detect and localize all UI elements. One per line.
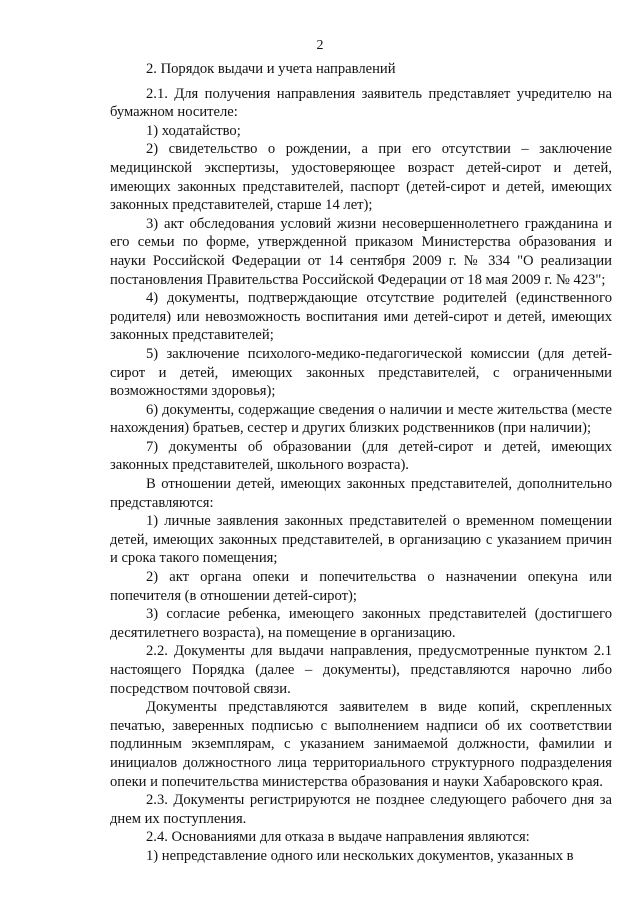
paragraph: 7) документы об образовании (для детей-сирот и детей, имеющих законных представителей, школьного возраста).	[110, 438, 612, 474]
paragraph: 3) согласие ребенка, имеющего законных представителей (достигшего десятилетнего возраста), на помещение в организацию.	[110, 606, 612, 641]
paragraph: 1) непредставление одного или нескольких документов, указанных в	[146, 847, 574, 864]
paragraph: 1) ходатайство;	[146, 122, 241, 139]
paragraph: В отношении детей, имеющих законных представителей, дополнительно представляются:	[110, 476, 612, 511]
paragraph: 3) акт обследования условий жизни несовершеннолетнего гражданина и его семьи по форме, утвержденной приказом Министерства образования и науки Российской Федерации от 14 сентября 2009 г. № 334 "О реализации постановления Правительства Российской Федерации от 18 мая 2009 г. № 423";	[110, 215, 612, 288]
paragraph: 5) заключение психолого-медико-педагогической комиссии (для детей-сирот и детей, имеющих законных представителей, с ограниченными возможностями здоровья);	[110, 345, 612, 400]
paragraph: 6) документы, содержащие сведения о наличии и месте жительства (месте нахождения) братьев, сестер и других близких родственников (при наличии);	[110, 401, 612, 437]
document-body	[110, 60, 612, 866]
paragraph: 2) акт органа опеки и попечительства о назначении опекуна или попечителя (в отношении детей-сирот);	[110, 569, 612, 604]
paragraph: 2.4. Основаниями для отказа в выдаче направления являются:	[146, 829, 530, 846]
paragraph: 2) свидетельство о рождении, а при его отсутствии – заключение медицинской экспертизы, удостоверяющее возраст детей-сирот и детей, имеющих законных представителей, паспорт (детей-сирот и детей, имеющих законных представителей, старше 14 лет);	[110, 141, 612, 214]
paragraph: 1) личные заявления законных представителей о временном помещении детей, имеющих законных представителей, в организацию с указанием причин и срока такого помещения;	[110, 513, 612, 567]
section-heading: 2. Порядок выдачи и учета направлений	[146, 61, 396, 77]
paragraph: 4) документы, подтверждающие отсутствие родителей (единственного родителя) или невозможность воспитания ими детей-сирот и детей, имеющих законных представителей;	[110, 290, 612, 344]
page-number: 2	[316, 38, 324, 53]
paragraph: 2.2. Документы для выдачи направления, предусмотренные пунктом 2.1 настоящего Порядка (далее – документы), представляются нарочно либо посредством почтовой связи.	[110, 643, 612, 697]
paragraph: 2.1. Для получения направления заявитель представляет учредителю на бумажном носителе:	[110, 85, 612, 121]
paragraph: 2.3. Документы регистрируются не позднее следующего рабочего дня за днем их поступления.	[110, 792, 612, 827]
paragraph: Документы представляются заявителем в виде копий, скрепленных печатью, заверенных подписью с выполнением надписи об их соответствии подлинным экземплярам, с указанием занимаемой должности, фамилии и инициалов должностного лица территориального структурного подразделения опеки и попечительства министерства образования и науки Хабаровского края.	[110, 699, 612, 790]
